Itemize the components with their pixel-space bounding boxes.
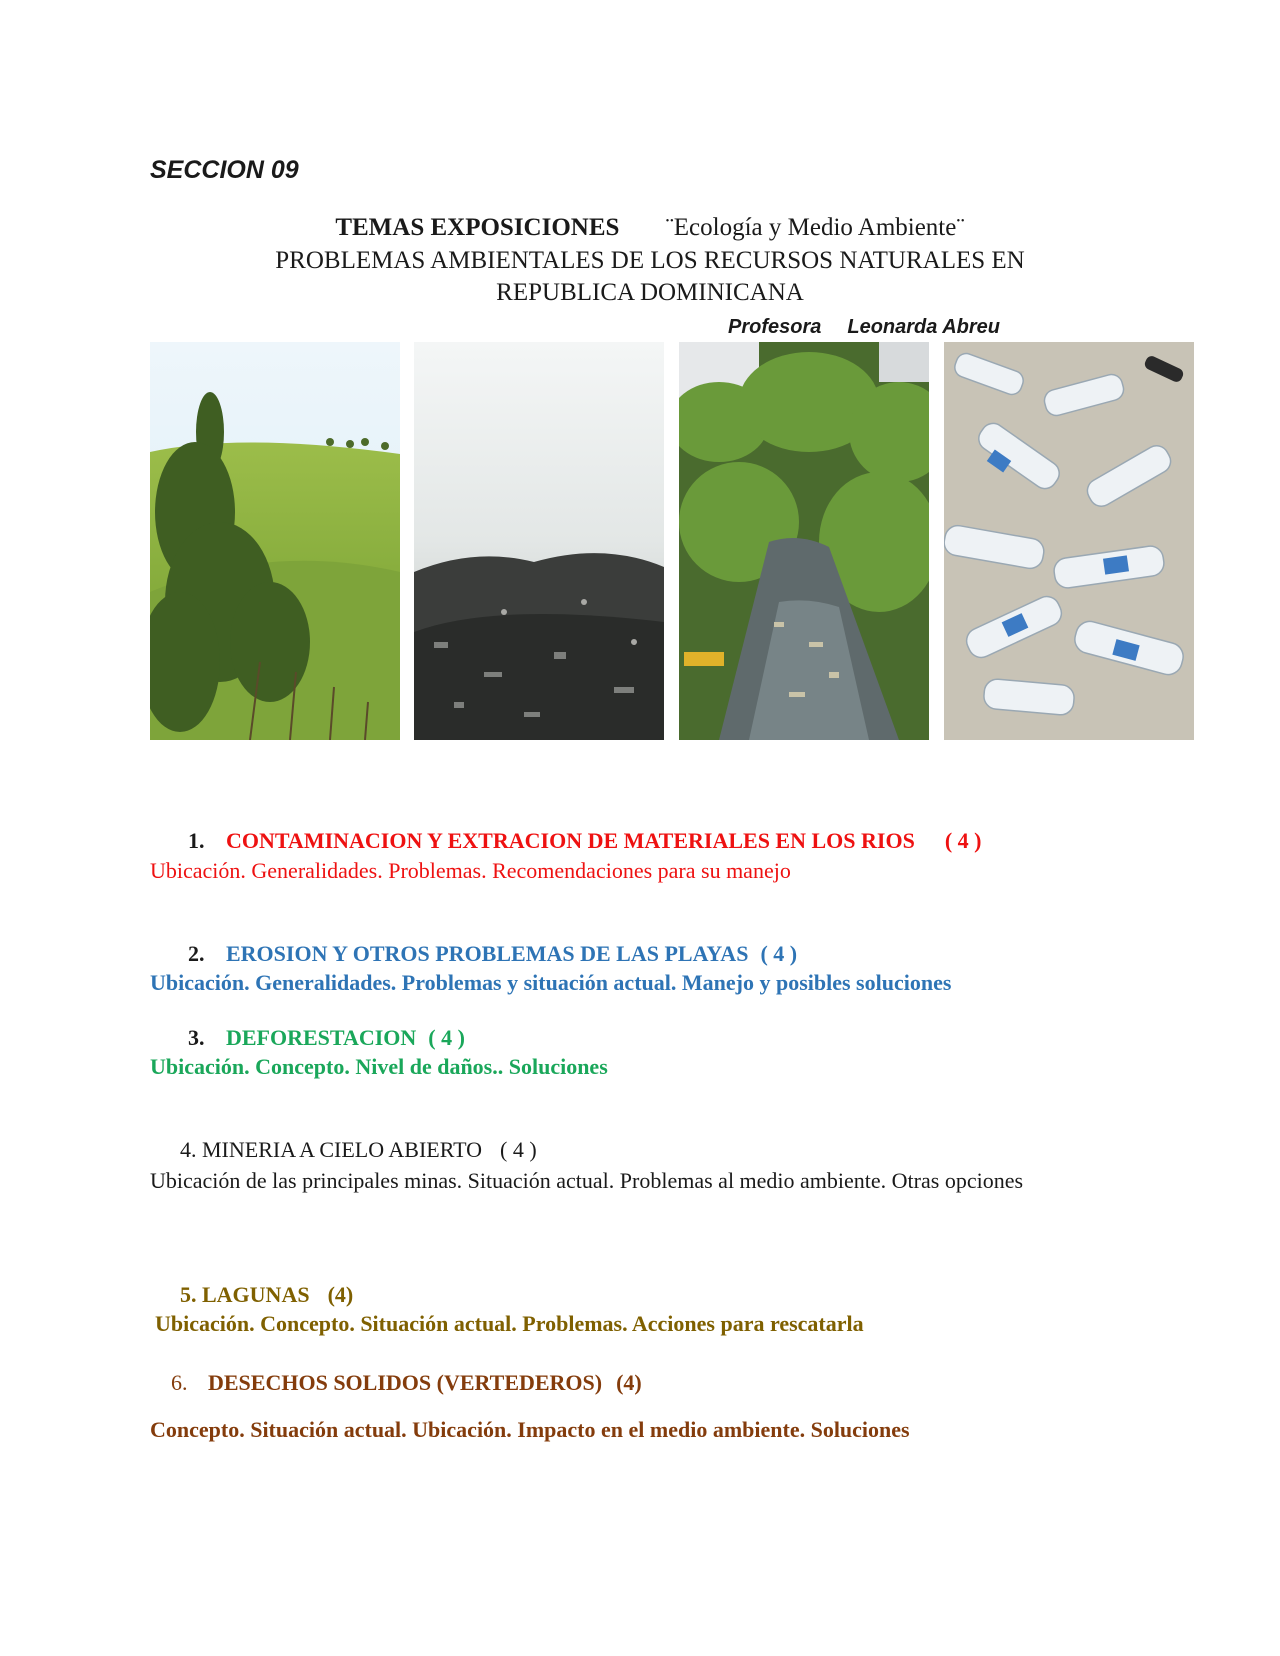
topic-5-count: (4) [327,1282,354,1307]
topic-1-description: Ubicación. Generalidades. Problemas. Recomendaciones para su manejo [150,858,791,883]
topic-4-title: MINERIA A CIELO ABIERTO [202,1137,483,1162]
topic-5-title: LAGUNAS [202,1282,310,1307]
topic-2-count: ( 4 ) [760,941,798,966]
photo-hillside-pines [150,342,400,740]
topic-4-heading [180,1137,537,1163]
topic-3-count: ( 4 ) [428,1025,465,1050]
photo-polluted-stream [679,342,929,740]
topic-1-title: CONTAMINACION Y EXTRACION DE MATERIALES EN LOS RIOS [226,828,915,853]
section-label: SECCION 09 [150,156,299,184]
topic-2-title: EROSION Y OTROS PROBLEMAS DE LAS PLAYAS [226,941,749,966]
title-line-2: PROBLEMAS AMBIENTALES DE LOS RECURSOS NATURALES EN [275,247,1025,274]
topic-1-count: ( 4 ) [944,828,982,853]
topic-6-heading [171,1370,642,1396]
topic-4-number: 4. [180,1137,197,1162]
topic-3-heading [188,1025,465,1051]
topic-6-count: (4) [616,1370,642,1395]
topic-3-title: DEFORESTACION [226,1025,417,1050]
topic-6-title: DESECHOS SOLIDOS (VERTEDEROS) [208,1370,603,1395]
photo-plastic-bottles [944,342,1194,740]
topic-2-number: 2. [188,941,205,966]
title-bold: TEMAS EXPOSICIONES [335,214,620,241]
topic-2-heading [188,941,797,967]
title-line-1 [150,214,1150,242]
title-line-3: REPUBLICA DOMINICANA [496,279,804,306]
title-subject: ¨Ecología y Medio Ambiente¨ [665,214,965,241]
topic-5-description: Ubicación. Concepto. Situación actual. Problemas. Acciones para rescatarla [155,1311,864,1336]
topic-4-count: ( 4 ) [500,1137,537,1162]
topic-4-description: Ubicación de las principales minas. Situación actual. Problemas al medio ambiente. Otras opciones [150,1168,1024,1193]
teacher-label: Profesora [728,316,822,338]
photo-smoky-landfill [414,342,664,740]
topic-5-number: 5. [180,1282,197,1307]
topic-6-description: Concepto. Situación actual. Ubicación. Impacto en el medio ambiente. Soluciones [150,1417,910,1442]
topic-2-description: Ubicación. Generalidades. Problemas y situación actual. Manejo y posibles soluciones [150,970,952,995]
teacher-line [728,316,1000,339]
topic-1-heading [188,828,981,854]
topic-1-number: 1. [188,828,205,853]
topic-5-heading [180,1282,353,1308]
topic-6-number: 6. [171,1370,188,1395]
topic-3-number: 3. [188,1025,205,1050]
teacher-name: Leonarda Abreu [847,316,1000,338]
topic-3-description: Ubicación. Concepto. Nivel de daños.. Soluciones [150,1054,608,1079]
